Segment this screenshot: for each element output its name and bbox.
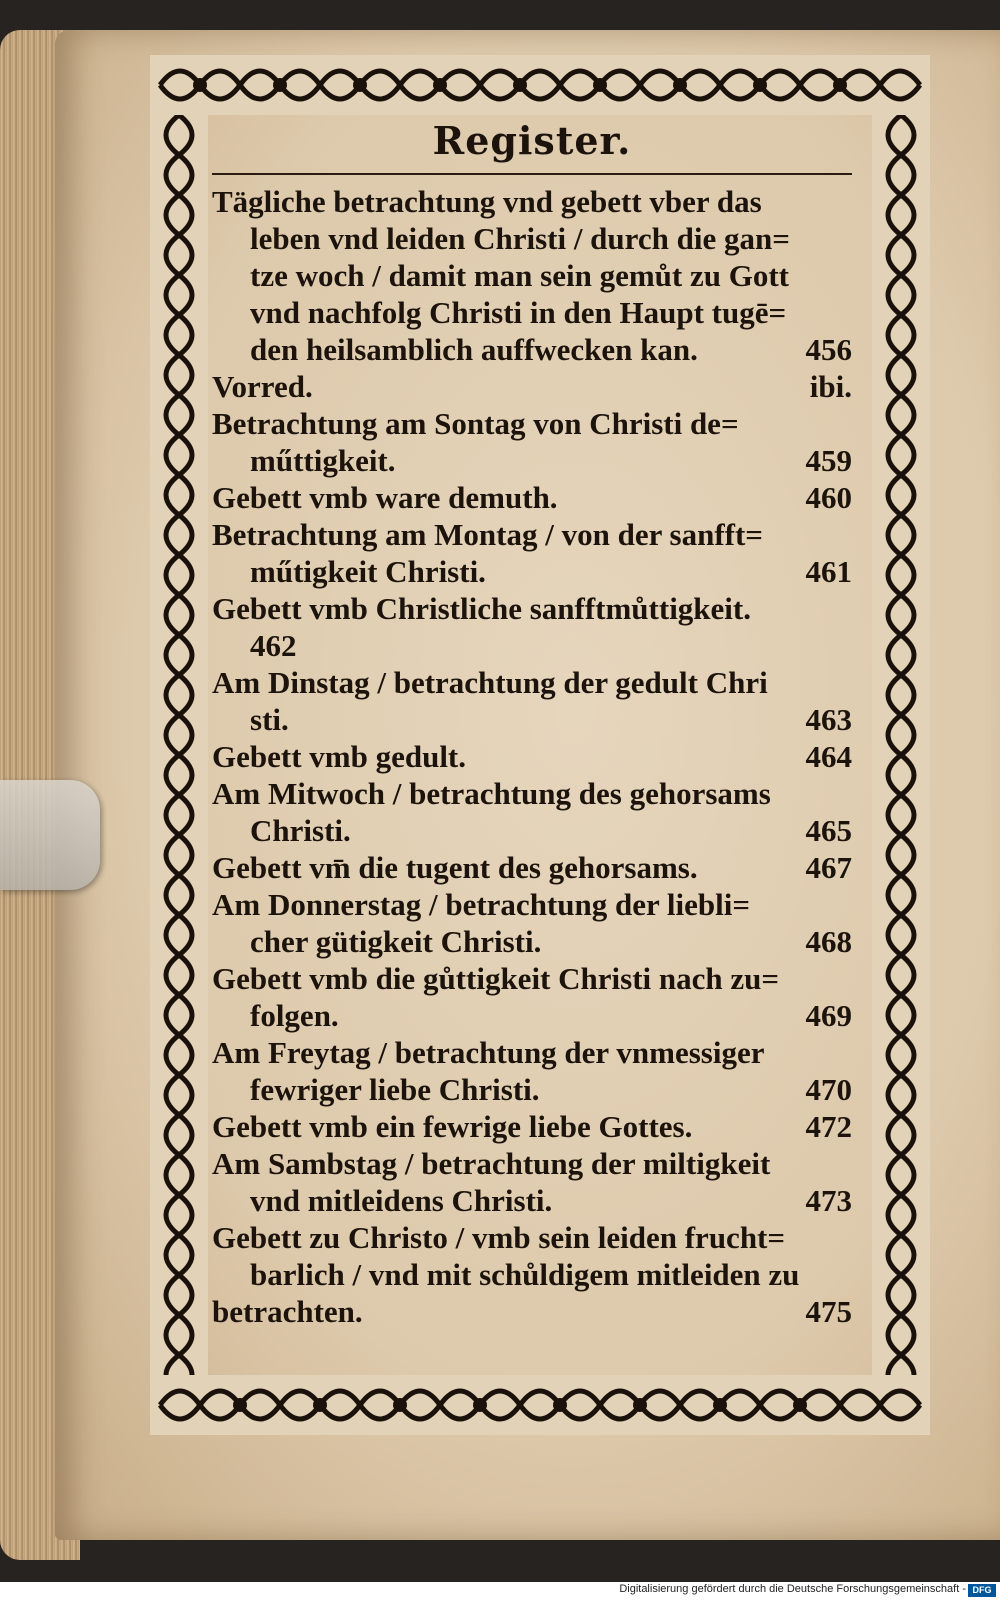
entry-line-with-page xyxy=(212,923,852,960)
register-entry xyxy=(212,627,852,664)
register-entry xyxy=(212,775,852,849)
page-number: 459 xyxy=(805,443,852,478)
page-number: 465 xyxy=(805,813,852,848)
register-entry xyxy=(212,368,852,405)
border-right-ornament xyxy=(872,115,930,1375)
entry-line: Christi. xyxy=(250,813,351,848)
register-entry xyxy=(212,1145,852,1219)
entry-line: tze woch / damit man sein gemůt zu Gott xyxy=(250,258,789,293)
entry-line: Am Donnerstag / betrachtung der liebli= xyxy=(212,887,751,922)
page-number: 468 xyxy=(805,924,852,959)
entry-line-with-page xyxy=(212,331,852,368)
footer-credit: Digitalisierung gefördert durch die Deutsche Forschungsgemeinschaft - xyxy=(619,1583,966,1595)
entry-line-with-page xyxy=(212,1108,852,1145)
entry-line: Gebett vmb gedult. xyxy=(212,739,467,774)
entry-line: Vorred. xyxy=(212,369,313,404)
page-number: 460 xyxy=(805,480,852,515)
entry-line-with-page xyxy=(212,849,852,886)
register-entry xyxy=(212,590,852,627)
register-entry xyxy=(212,516,852,590)
register-text-block xyxy=(212,118,852,1330)
entry-line: leben vnd leiden Christi / durch die gan= xyxy=(250,221,790,256)
register-entry xyxy=(212,664,852,738)
page-number: ibi. xyxy=(809,369,852,404)
register-entry xyxy=(212,738,852,775)
page-number: 475 xyxy=(805,1294,852,1329)
entry-line: Am Mitwoch / betrachtung des gehorsams xyxy=(212,776,771,811)
digitization-footer xyxy=(0,1582,1000,1600)
page-number: 470 xyxy=(805,1072,852,1107)
heading-rule xyxy=(212,173,852,175)
page-number: 463 xyxy=(805,702,852,737)
entry-line: vnd nachfolg Christi in den Haupt tugē= xyxy=(250,295,787,330)
entry-line-with-page xyxy=(212,997,852,1034)
register-entry xyxy=(212,886,852,960)
entry-line: Am Freytag / betrachtung der vnmessiger xyxy=(212,1035,765,1070)
entry-line-with-page xyxy=(212,1182,852,1219)
entry-line: Gebett vmb ein fewrige liebe Gottes. xyxy=(212,1109,693,1144)
register-entry xyxy=(212,405,852,479)
entry-line: Am Dinstag / betrachtung der gedult Chri xyxy=(212,665,768,700)
entry-line: folgen. xyxy=(250,998,339,1033)
entry-line: műttigkeit. xyxy=(250,443,396,478)
entry-line: Tägliche betrachtung vnd gebett vber das xyxy=(212,184,762,219)
page-clip xyxy=(0,780,100,890)
entry-line: vnd mitleidens Christi. xyxy=(250,1183,553,1218)
register-entry xyxy=(212,1219,852,1330)
page-number: 462 xyxy=(250,628,297,663)
border-left-ornament xyxy=(150,115,208,1375)
entry-line: Gebett vmb ware demuth. xyxy=(212,480,558,515)
border-top-ornament xyxy=(150,55,930,115)
entry-line: Betrachtung am Montag / von der sanfft= xyxy=(212,517,763,552)
page-number: 456 xyxy=(805,332,852,367)
entry-line: barlich / vnd mit schůldigem mitleiden zu xyxy=(250,1257,800,1292)
entry-line: Gebett zu Christo / vmb sein leiden frucht= xyxy=(212,1220,786,1255)
page-number: 467 xyxy=(805,850,852,885)
page-number: 473 xyxy=(805,1183,852,1218)
entry-line-with-page xyxy=(212,701,852,738)
page-number: 464 xyxy=(805,739,852,774)
dfg-logo: DFG xyxy=(968,1584,996,1597)
page-number: 469 xyxy=(805,998,852,1033)
entry-line: műtigkeit Christi. xyxy=(250,554,486,589)
entry-line-with-page xyxy=(212,368,852,405)
entry-line-with-page xyxy=(212,442,852,479)
entry-line-with-page xyxy=(212,1071,852,1108)
register-entry xyxy=(212,479,852,516)
register-entry xyxy=(212,960,852,1034)
register-entry xyxy=(212,183,852,368)
entry-line: betrachten. xyxy=(212,1294,363,1329)
entry-line: Gebett vm̄ die tugent des gehorsams. xyxy=(212,850,698,885)
entry-line: fewriger liebe Christi. xyxy=(250,1072,540,1107)
entry-line: Gebett vmb Christliche sanfftmůttigkeit. xyxy=(212,591,751,626)
page-heading: Register. xyxy=(432,118,632,163)
register-entry xyxy=(212,1108,852,1145)
entry-line: Gebett vmb die gůttigkeit Christi nach zu= xyxy=(212,961,780,996)
entry-line-with-page xyxy=(212,479,852,516)
entry-line-with-page xyxy=(212,553,852,590)
entry-line-with-page xyxy=(212,738,852,775)
entry-line: den heilsamblich auffwecken kan. xyxy=(250,332,698,367)
page-number: 472 xyxy=(805,1109,852,1144)
entry-line: cher gütigkeit Christi. xyxy=(250,924,542,959)
entry-line-with-page xyxy=(212,812,852,849)
page-number: 461 xyxy=(805,554,852,589)
register-entry xyxy=(212,1034,852,1108)
entry-line: Betrachtung am Sontag von Christi de= xyxy=(212,406,739,441)
entry-line-with-page xyxy=(212,1293,852,1330)
register-entry xyxy=(212,849,852,886)
entry-line: Am Sambstag / betrachtung der miltigkeit xyxy=(212,1146,771,1181)
border-bottom-ornament xyxy=(150,1375,930,1435)
entry-line: sti. xyxy=(250,702,289,737)
